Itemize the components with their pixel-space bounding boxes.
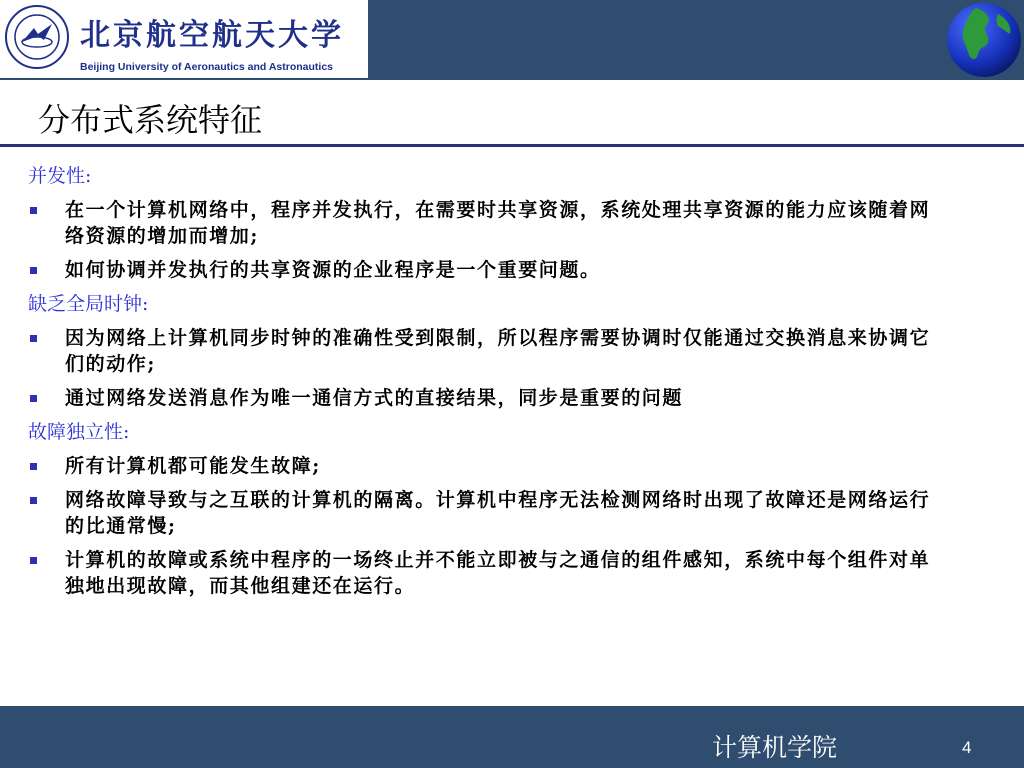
bullet-text: 计算机的故障或系统中程序的一场终止并不能立即被与之通信的组件感知，系统中每个组件对单独地出现故障，而其他组建还在运行。 [65, 549, 931, 597]
title-divider [0, 144, 1024, 147]
bullet-text: 所有计算机都可能发生故障; [65, 455, 321, 477]
bullet-text: 通过网络发送消息作为唯一通信方式的直接结果，同步是重要的问题 [65, 387, 684, 409]
footer-department: 计算机学院 [712, 733, 838, 762]
bullet-text: 因为网络上计算机同步时钟的准确性受到限制，所以程序需要协调时仅能通过交换消息来协调它们的动作; [65, 327, 931, 375]
list-item [28, 325, 938, 377]
list-item [28, 257, 938, 283]
bullet-square-icon [30, 463, 37, 470]
section-heading: 缺乏全局时钟: [28, 293, 149, 315]
bullet-text: 网络故障导致与之互联的计算机的隔离。计算机中程序无法检测网络时出现了故障还是网络运行的比通常慢; [65, 489, 931, 537]
university-name-en: Beijing University of Aeronautics and Astronautics [80, 61, 334, 73]
bullet-square-icon [30, 207, 37, 214]
list-item [28, 197, 938, 249]
list-item [28, 487, 938, 539]
list-item [28, 385, 938, 411]
university-name-cn: 北京航空航天大学 [80, 18, 344, 53]
globe-icon [946, 2, 1022, 78]
list-item [28, 547, 938, 599]
slide-title: 分布式系统特征 [38, 101, 263, 139]
section-heading: 故障独立性: [28, 421, 130, 443]
university-logo [0, 0, 368, 78]
bullet-square-icon [30, 267, 37, 274]
bullet-text: 如何协调并发执行的共享资源的企业程序是一个重要问题。 [65, 259, 601, 281]
bullet-square-icon [30, 395, 37, 402]
bullet-square-icon [30, 557, 37, 564]
list-item [28, 453, 938, 479]
section-heading: 并发性: [28, 165, 92, 187]
bullet-text: 在一个计算机网络中，程序并发执行，在需要时共享资源，系统处理共享资源的能力应该随着网络资源的增加而增加; [65, 199, 931, 247]
bullet-square-icon [30, 335, 37, 342]
slide-content [28, 163, 938, 607]
university-seal-icon [4, 4, 70, 70]
bullet-square-icon [30, 497, 37, 504]
page-number: 4 [962, 738, 972, 757]
footer-bar [0, 706, 1024, 768]
